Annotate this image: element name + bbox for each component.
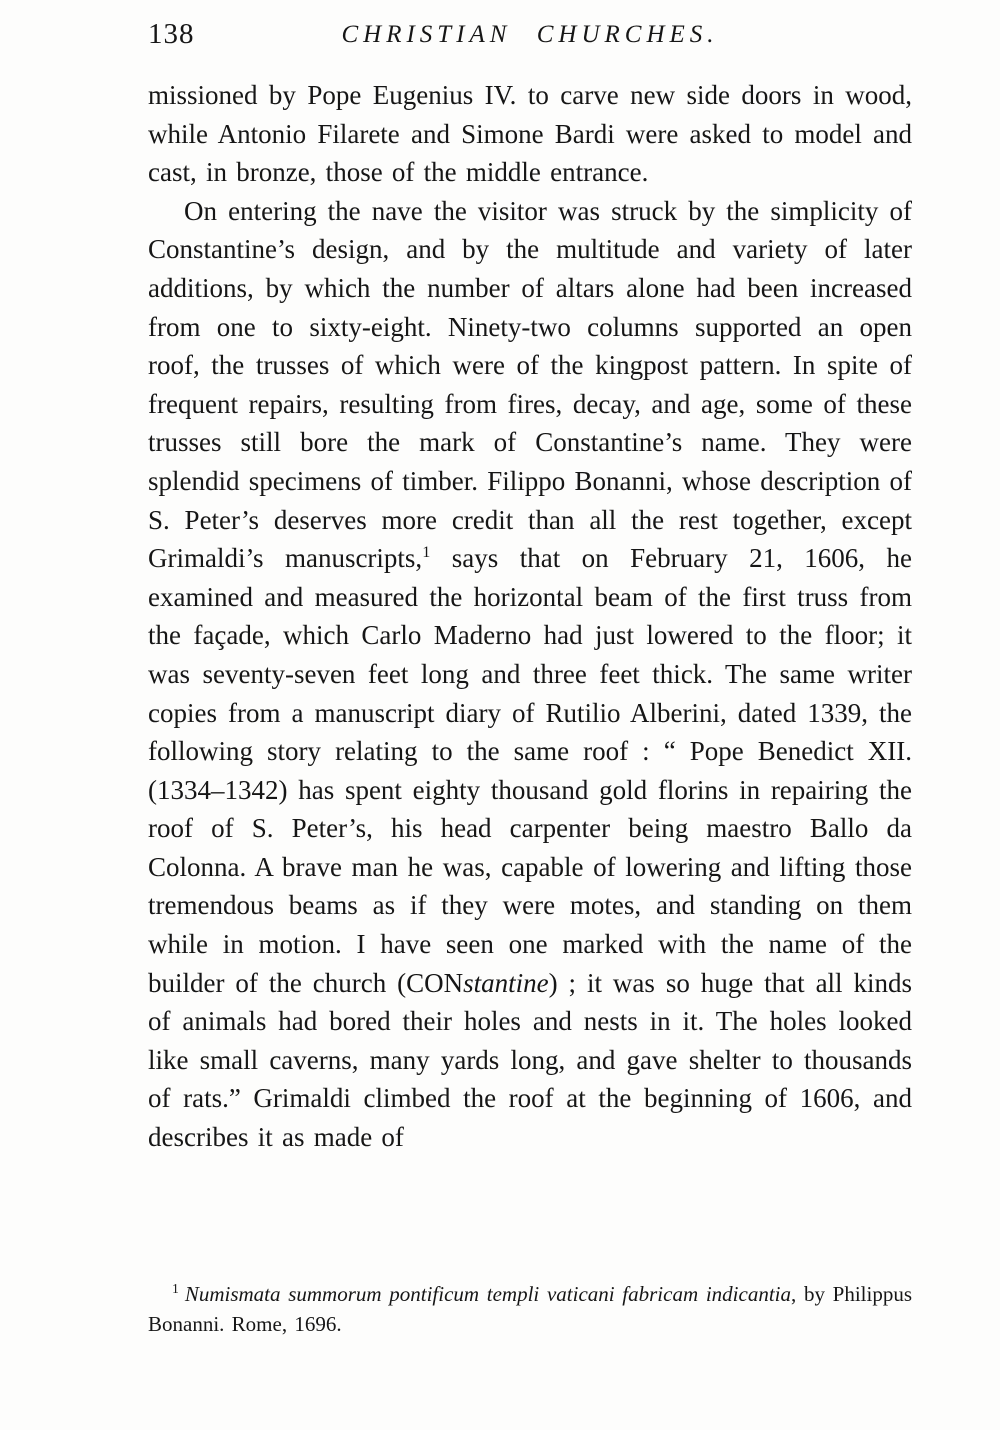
text-segment: says that on February 21, 1606, he examined and measured the horizontal beam of the first truss from the façade, which Carlo Maderno had just lowered to the floor; it was seventy-seven feet long and three feet thick. The same writer copies from a manuscript diary of Rutilio Alberini, dated 1339, the following story relating to the same roof : “ Pope Benedict XII. (1334–1342) has spent eighty thousand gold florins in repairing the roof of S. Peter’s, his head carpenter being maestro Ballo da Colonna. A brave man he was, capable of lowering and lifting those tremendous beams as if they were motes, and standing on them while in motion. I have seen one marked with the name of the builder of the church (CON: [148, 543, 912, 998]
footnote: [148, 1279, 912, 1339]
running-head: [148, 18, 912, 54]
text-segment: Numismata summorum pontificum templi vaticani fabricam indicantia: [184, 1282, 791, 1306]
footnote-text: [148, 1279, 912, 1339]
body-paragraphs: [148, 76, 912, 1157]
running-header-title: CHRISTIAN CHURCHES.: [341, 21, 719, 48]
text-segment: missioned by Pope Eugenius IV. to carve new side doors in wood, while Antonio Filarete and Simone Bardi were asked to model and cast, in bronze, those of the middle entrance.: [148, 80, 912, 188]
text-segment: On entering the nave the visitor was struck by the simplicity of Constantine’s design, and by the multitude and variety of later additions, by which the number of altars alone had been increased from one to sixty-eight. Ninety-two columns supported an open roof, the trusses of which were of the kingpost pattern. In spite of frequent repairs, resulting from fires, decay, and age, some of these trusses still bore the mark of Constantine’s name. They were splendid specimens of timber. Filippo Bonanni, whose description of S. Peter’s deserves more credit than all the rest together, except Grimaldi’s manuscripts,: [148, 195, 912, 574]
text-segment: stantine: [463, 967, 549, 998]
text-segment: , by Philippus Bonanni. Rome, 1696.: [148, 1282, 913, 1336]
paragraph: [148, 76, 912, 192]
footnote-marker: 1: [172, 1281, 179, 1296]
page-number: 138: [148, 18, 195, 50]
text-segment: 1: [422, 543, 431, 562]
paragraph: [148, 192, 912, 1157]
text-segment: ) ; it was so huge that all kinds of animals had bored their holes and nests in it. The holes looked like small caverns, many yards long, and gave shelter to thousands of rats.” Grimaldi climbed the roof at the beginning of 1606, and describes it as made of: [148, 967, 912, 1153]
